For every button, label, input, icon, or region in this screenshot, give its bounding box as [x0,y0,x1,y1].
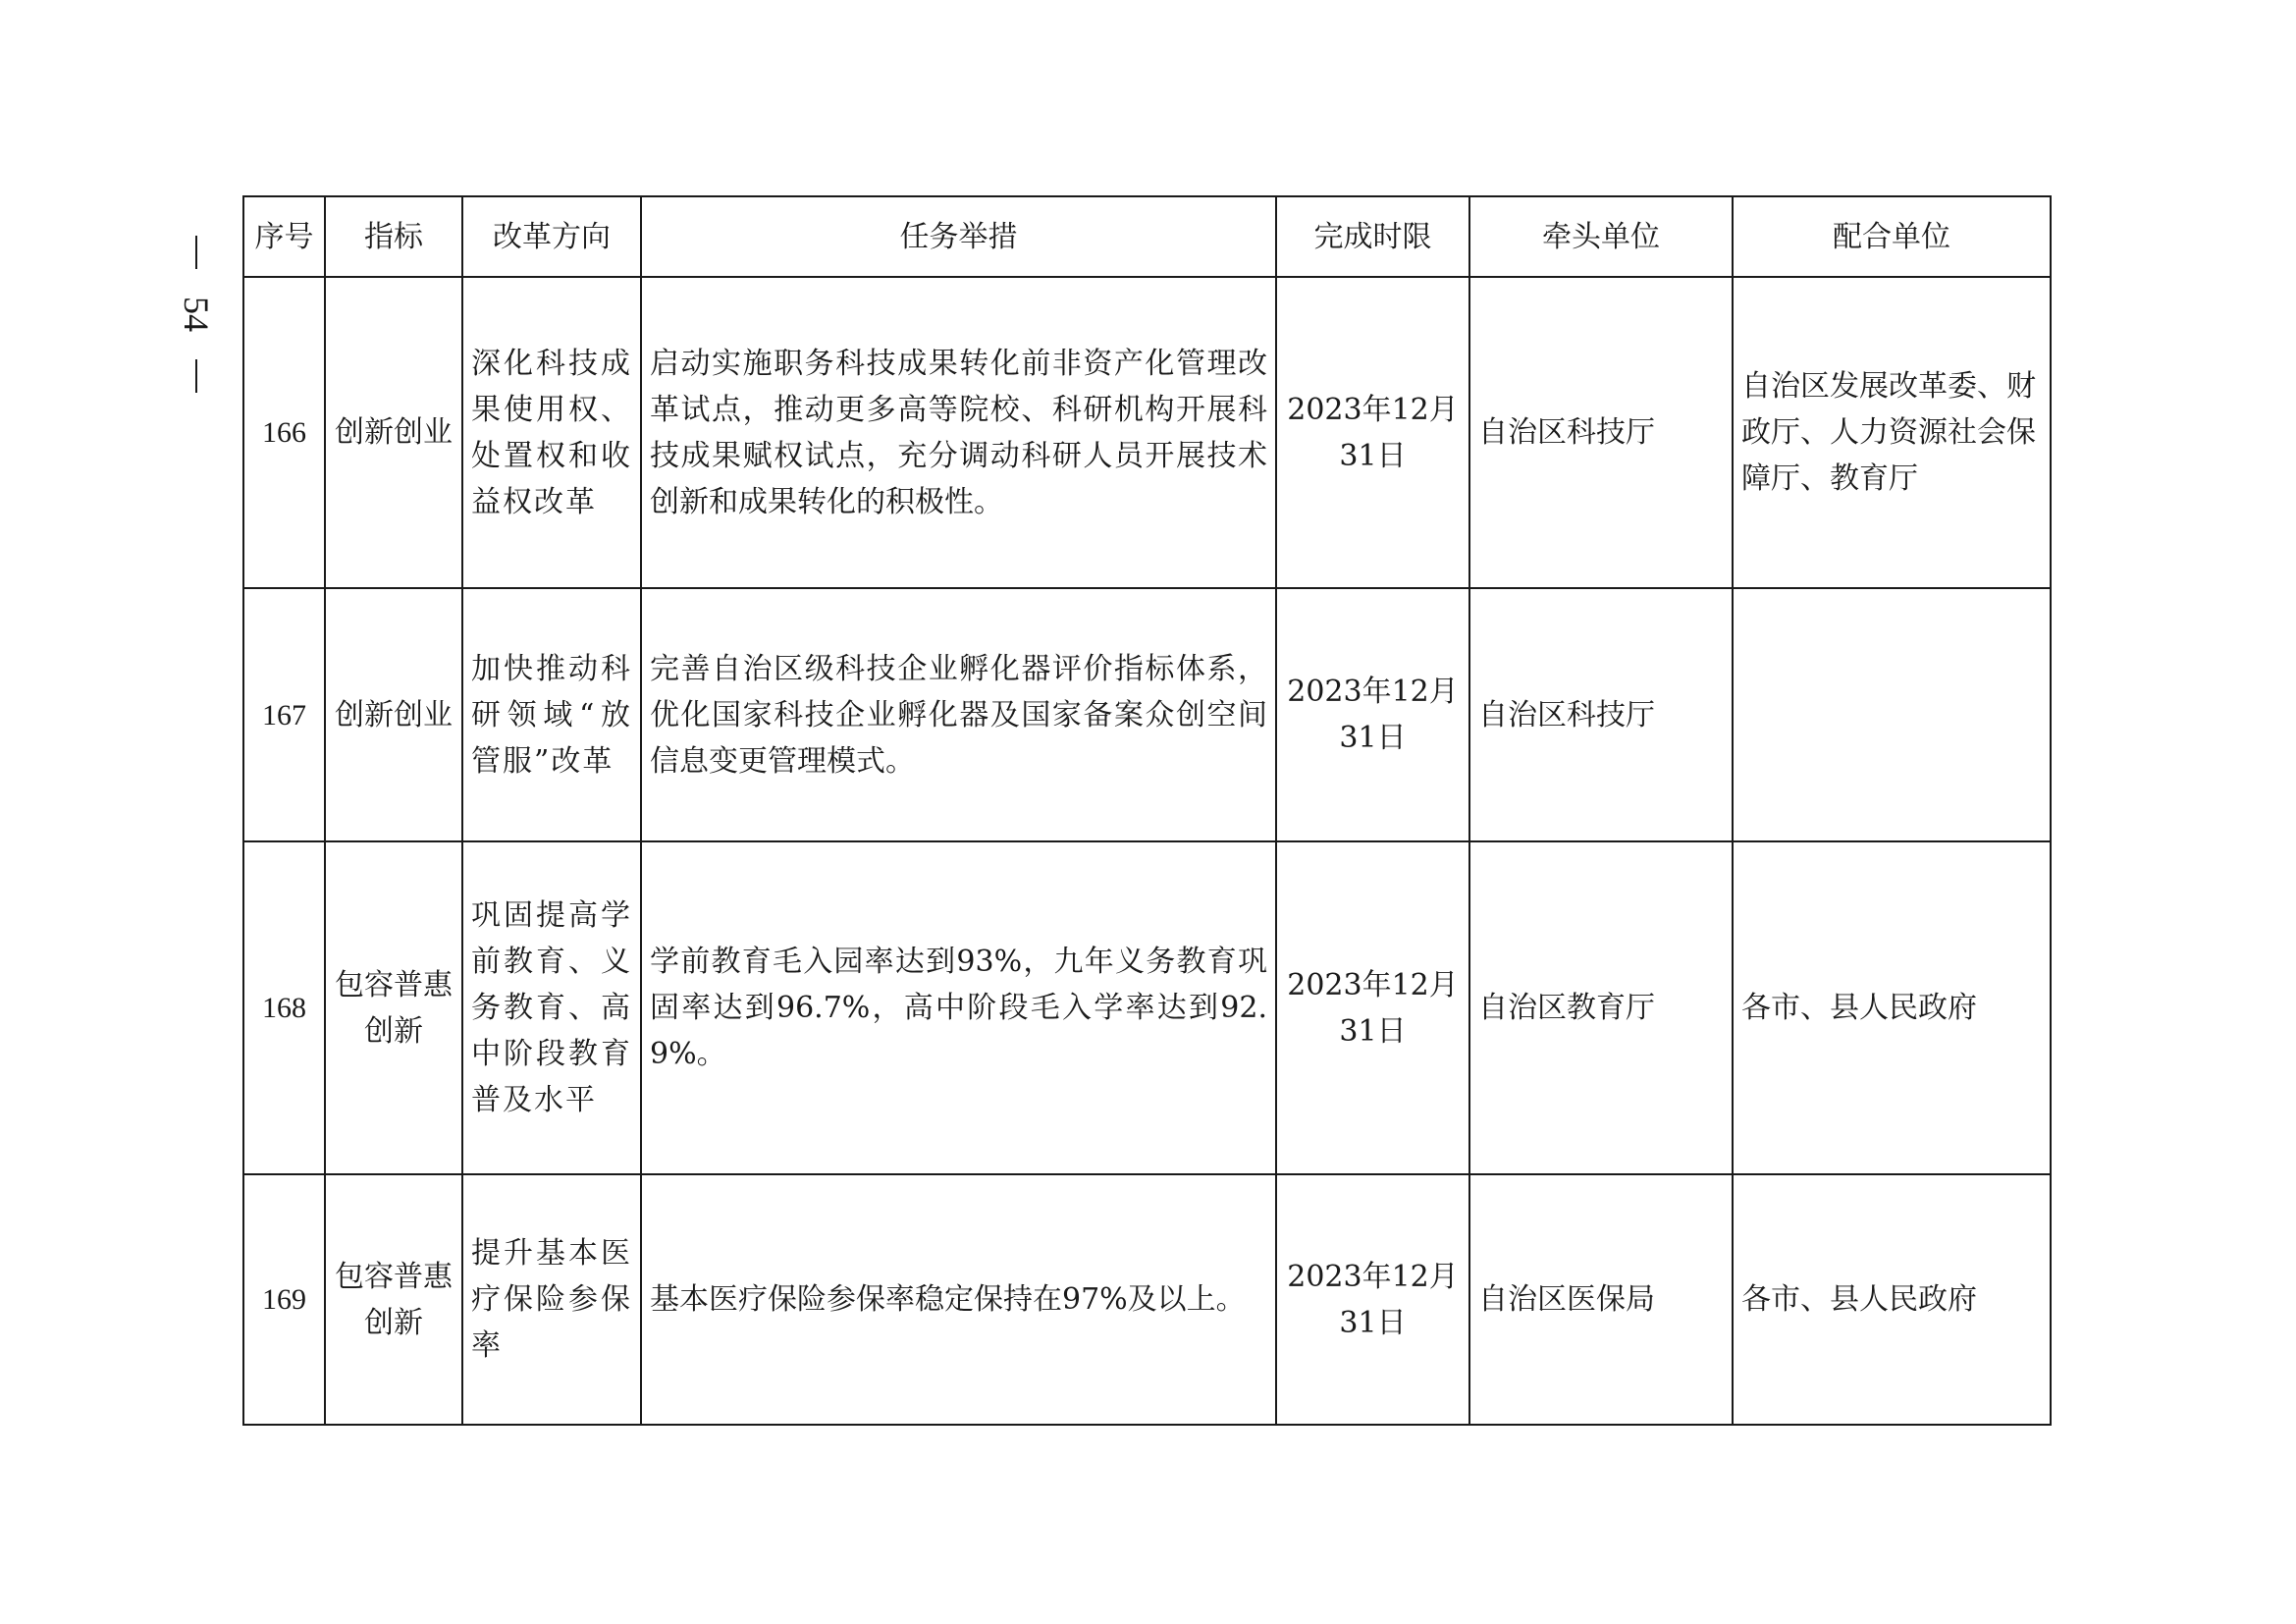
header-deadline: 完成时限 [1276,196,1469,277]
table-header-row [243,196,2051,277]
page-number-text: 54 [177,297,216,332]
cell-lead: 自治区科技厅 [1469,277,1733,588]
table-row [243,277,2051,588]
cell-deadline: 2023年12月31日 [1276,277,1469,588]
cell-deadline: 2023年12月31日 [1276,1174,1469,1425]
cell-cooperate [1733,588,2051,841]
header-seq: 序号 [243,196,325,277]
cell-direction: 加快推动科研领域“放管服”改革 [462,588,641,841]
header-lead: 牵头单位 [1469,196,1733,277]
page-number [167,236,226,393]
cell-indicator: 包容普惠创新 [325,1174,462,1425]
header-measures: 任务举措 [641,196,1276,277]
page-number-dash-top [195,236,197,269]
cell-direction: 巩固提高学前教育、义务教育、高中阶段教育普及水平 [462,841,641,1174]
cell-lead: 自治区科技厅 [1469,588,1733,841]
cell-measures: 完善自治区级科技企业孵化器评价指标体系，优化国家科技企业孵化器及国家备案众创空间信息变更管理模式。 [641,588,1276,841]
cell-deadline: 2023年12月31日 [1276,588,1469,841]
table-row [243,1174,2051,1425]
cell-cooperate: 各市、县人民政府 [1733,841,2051,1174]
cell-cooperate: 各市、县人民政府 [1733,1174,2051,1425]
page-number-dash-bottom [195,359,197,393]
cell-seq: 167 [243,588,325,841]
cell-seq: 169 [243,1174,325,1425]
cell-deadline: 2023年12月31日 [1276,841,1469,1174]
cell-direction: 提升基本医疗保险参保率 [462,1174,641,1425]
table-row [243,588,2051,841]
header-direction: 改革方向 [462,196,641,277]
cell-lead: 自治区医保局 [1469,1174,1733,1425]
cell-measures: 启动实施职务科技成果转化前非资产化管理改革试点，推动更多高等院校、科研机构开展科技成果赋权试点，充分调动科研人员开展技术创新和成果转化的积极性。 [641,277,1276,588]
cell-indicator: 包容普惠创新 [325,841,462,1174]
cell-cooperate: 自治区发展改革委、财政厅、人力资源社会保障厅、教育厅 [1733,277,2051,588]
cell-indicator: 创新创业 [325,277,462,588]
cell-measures: 学前教育毛入园率达到93%，九年义务教育巩固率达到96.7%，高中阶段毛入学率达到92.9%。 [641,841,1276,1174]
cell-seq: 168 [243,841,325,1174]
header-cooperate: 配合单位 [1733,196,2051,277]
cell-seq: 166 [243,277,325,588]
cell-indicator: 创新创业 [325,588,462,841]
reform-task-table [242,195,2052,1426]
table-row [243,841,2051,1174]
cell-direction: 深化科技成果使用权、处置权和收益权改革 [462,277,641,588]
header-indicator: 指标 [325,196,462,277]
cell-lead: 自治区教育厅 [1469,841,1733,1174]
cell-measures: 基本医疗保险参保率稳定保持在97%及以上。 [641,1174,1276,1425]
